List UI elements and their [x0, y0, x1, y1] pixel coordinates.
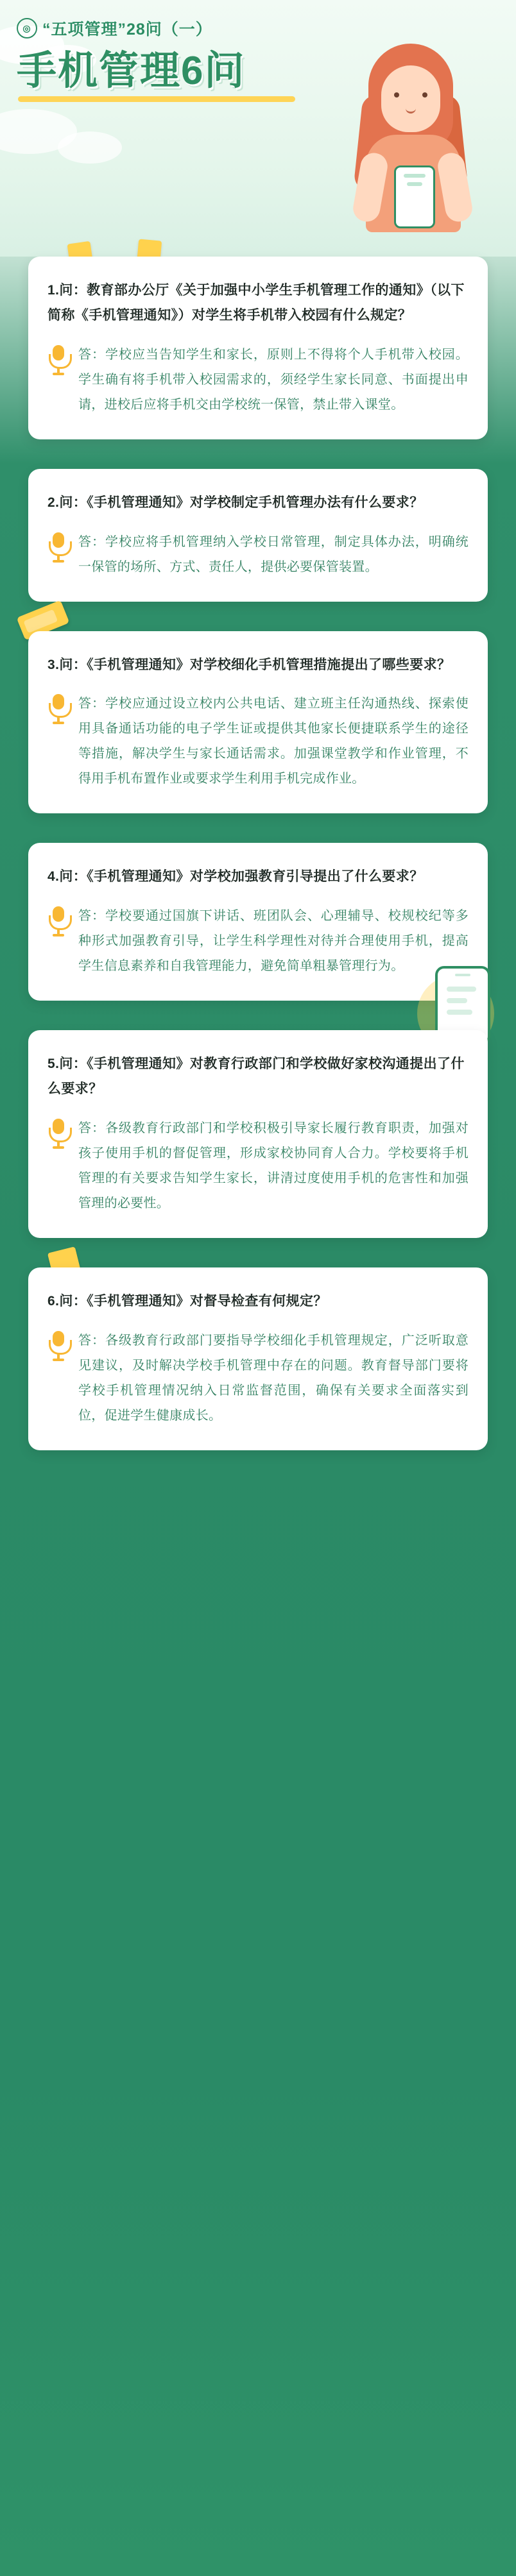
answer-block: [47, 1116, 469, 1216]
answer-block: [47, 530, 469, 580]
question-text: 4.问：《手机管理通知》对学校加强教育引导提出了什么要求？: [47, 869, 424, 885]
qa-card: [28, 1030, 488, 1238]
kicker-text: “五项管理”28问（一）: [42, 21, 212, 38]
answer-text: 答：各级教育行政部门和学校积极引导家长履行教育职责，加强对孩子使用手机的督促管理，形成家校协同育人合力。学校要将手机管理的有关要求告知学生家长，讲清过度使用手机的危害性和加强管理的必要性。: [78, 1121, 469, 1210]
page-title: [17, 50, 245, 93]
qa-card: [28, 843, 488, 1001]
qa-card: [28, 257, 488, 439]
girl-with-phone-illustration: [344, 40, 492, 232]
answer-block: [47, 904, 469, 979]
seal-icon: ◎: [17, 18, 37, 38]
qa-card: [28, 631, 488, 814]
cloud-decoration: [58, 131, 122, 164]
question-text: 6.问：《手机管理通知》对督导检查有何规定？: [47, 1293, 327, 1309]
qa-card: [28, 1267, 488, 1450]
question-text: 2.问：《手机管理通知》对学校制定手机管理办法有什么要求？: [47, 495, 424, 510]
microphone-icon: [47, 345, 69, 375]
kicker-line: [17, 17, 212, 40]
answer-text: 答：学校应当告知学生和家长，原则上不得将个人手机带入校园。学生确有将手机带入校园需求的，须经学生家长同意、书面提出申请，进校后应将手机交由学校统一保管，禁止带入课堂。: [78, 347, 469, 412]
microphone-icon: [47, 1331, 69, 1360]
microphone-icon: [47, 694, 69, 724]
microphone-icon: [47, 532, 69, 562]
answer-text: 答：学校应将手机管理纳入学校日常管理，制定具体办法，明确统一保管的场所、方式、责任人，提供必要保管装置。: [78, 534, 469, 574]
face-icon: [381, 65, 440, 132]
qa-list: [0, 257, 516, 1550]
answer-text: 答：学校要通过国旗下讲话、班团队会、心理辅导、校规校纪等多种形式加强教育引导，让学生科学理性对待并合理使用手机，提高学生信息素养和自我管理能力，避免简单粗暴管理行为。: [78, 909, 469, 974]
microphone-icon: [47, 906, 69, 936]
title-underline: [18, 96, 295, 102]
question-text: 5.问：《手机管理通知》对教育行政部门和学校做好家校沟通提出了什么要求？: [47, 1056, 465, 1097]
eye-icon: [422, 92, 427, 97]
answer-block: [47, 691, 469, 792]
question-text: 1.问：教育部办公厅《关于加强中小学生手机管理工作的通知》（以下简称《手机管理通知》）对学生将手机带入校园有什么规定？: [47, 283, 465, 323]
eye-icon: [394, 92, 399, 97]
answer-block: [47, 1328, 469, 1428]
poster-header: [0, 0, 516, 257]
page-title-text: 手机管理6问: [17, 49, 246, 93]
microphone-icon: [47, 1119, 69, 1148]
qa-card: [28, 469, 488, 602]
answer-text: 答：学校应通过设立校内公共电话、建立班主任沟通热线、探索使用具备通话功能的电子学生证或提供其他家长便捷联系学生的途径等措施，解决学生与家长通话需求。加强课堂教学和作业管理，不得用手机布置作业或要求学生利用手机完成作业。: [78, 697, 469, 786]
phone-icon: [394, 165, 435, 228]
question-text: 3.问：《手机管理通知》对学校细化手机管理措施提出了哪些要求？: [47, 657, 451, 672]
footer-spacer: [0, 1480, 516, 1505]
answer-text: 答：各级教育行政部门要指导学校细化手机管理规定，广泛听取意见建议，及时解决学校手机管理中存在的问题。教育督导部门要将学校手机管理情况纳入日常监督范围，确保有关要求全面落实到位，促进学生健康成长。: [78, 1333, 469, 1423]
answer-block: [47, 343, 469, 418]
